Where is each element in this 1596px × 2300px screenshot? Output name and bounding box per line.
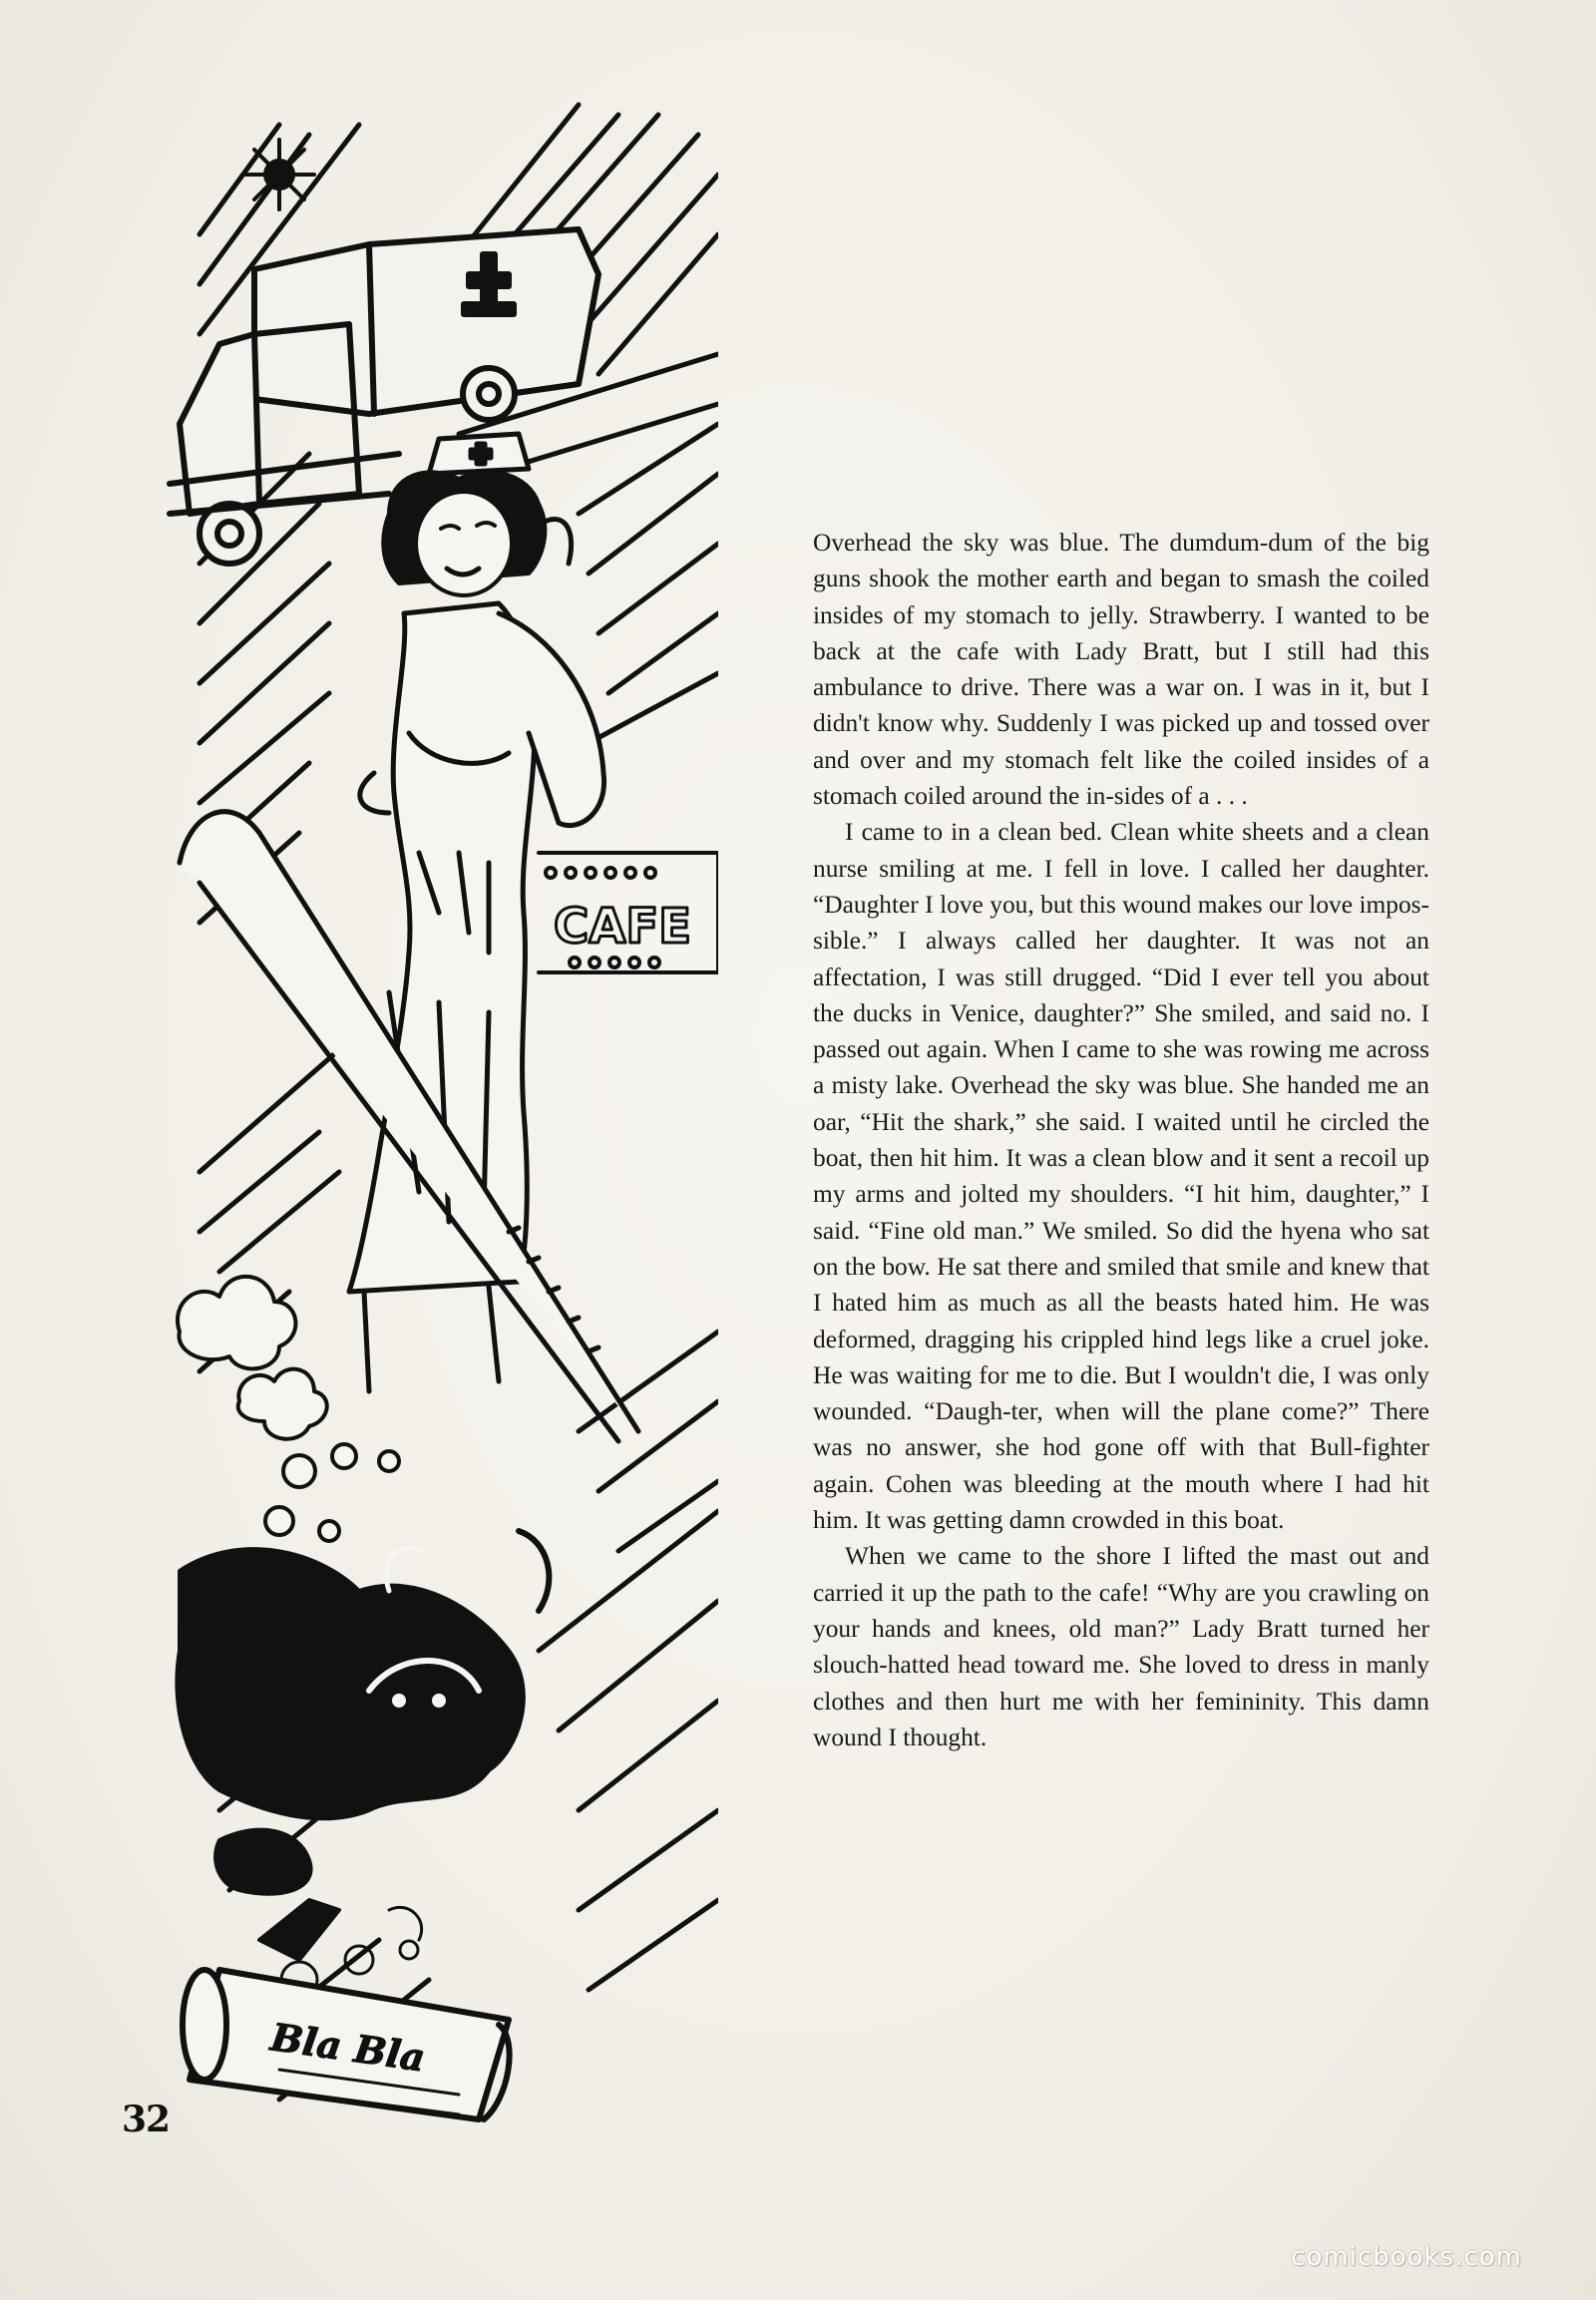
story-text <box>813 525 1429 2160</box>
illustration-panel <box>160 95 718 2124</box>
hyena <box>177 1531 549 1818</box>
page-number: 32 <box>122 2099 171 2140</box>
site-watermark: comicbooks.com <box>1291 2242 1522 2272</box>
nurse-face <box>416 492 572 595</box>
nurse-cap <box>429 434 529 474</box>
nurse-dress <box>349 603 604 1391</box>
story-paragraph: Overhead the sky was blue. The dumdum-dum of the big guns shook the mother earth and began to smash the coiled insides of my stomach to jelly. Strawberry. I wanted to be back at the cafe with Lady Bratt, but I still had this ambulance to drive. There was a war on. I was in it, but I didn't know why. Suddenly I was picked up and tossed over and over and my stomach felt like the coiled insides of a stomach coiled around the in-sides of a . . . <box>813 529 1429 811</box>
nurse-illustration <box>160 95 718 2124</box>
cafe-sign: CAFE <box>554 899 691 955</box>
story-paragraph: When we came to the shore I lifted the mast out and carried it up the path to the cafe! “Why are you crawling on your hands and knees, old man?” Lady Bratt turned her slouch-hatted head toward me. She loved to dress in manly clothes and then hurt me with her femininity. This damn wound I thought. <box>813 1542 1429 1751</box>
explosion <box>244 140 314 209</box>
story-paragraph: I came to in a clean bed. Clean white sheets and a clean nurse smiling at me. I fell in love. I called her daughter. “Daughter I love you, but this wound makes our love impos-sible.” I always called her daughter. It was not an affectation, I was still drugged. “Did I ever tell you about the ducks in Venice, daughter?” She smiled, and said no. I passed out again. When I came to she was rowing me across a misty lake. Overhead the sky was blue. She handed me an oar, “Hit the shark,” she said. I waited until he circled the boat, then hit him. It was a clean blow and it sent a recoil up my arms and jolted my shoulders. “I hit him, daughter,” I said. “Fine old man.” We smiled. So did the hyena who sat on the bow. He sat there and smiled that smile and knew that I hated him as much as all the beasts hated him. He was deformed, dragging his crippled hind legs like a cruel joke. He was waiting for me to die. But I wouldn't die, I was only wounded. “Daugh-ter, when will the plane come?” There was no answer, she hod gone off with that Bull-fighter again. Cohen was bleeding at the mouth where I had hit him. It was getting damn crowded in this boat. <box>813 818 1429 1535</box>
can-label: Bla Bla <box>267 2014 429 2081</box>
shoes <box>215 1830 339 1960</box>
